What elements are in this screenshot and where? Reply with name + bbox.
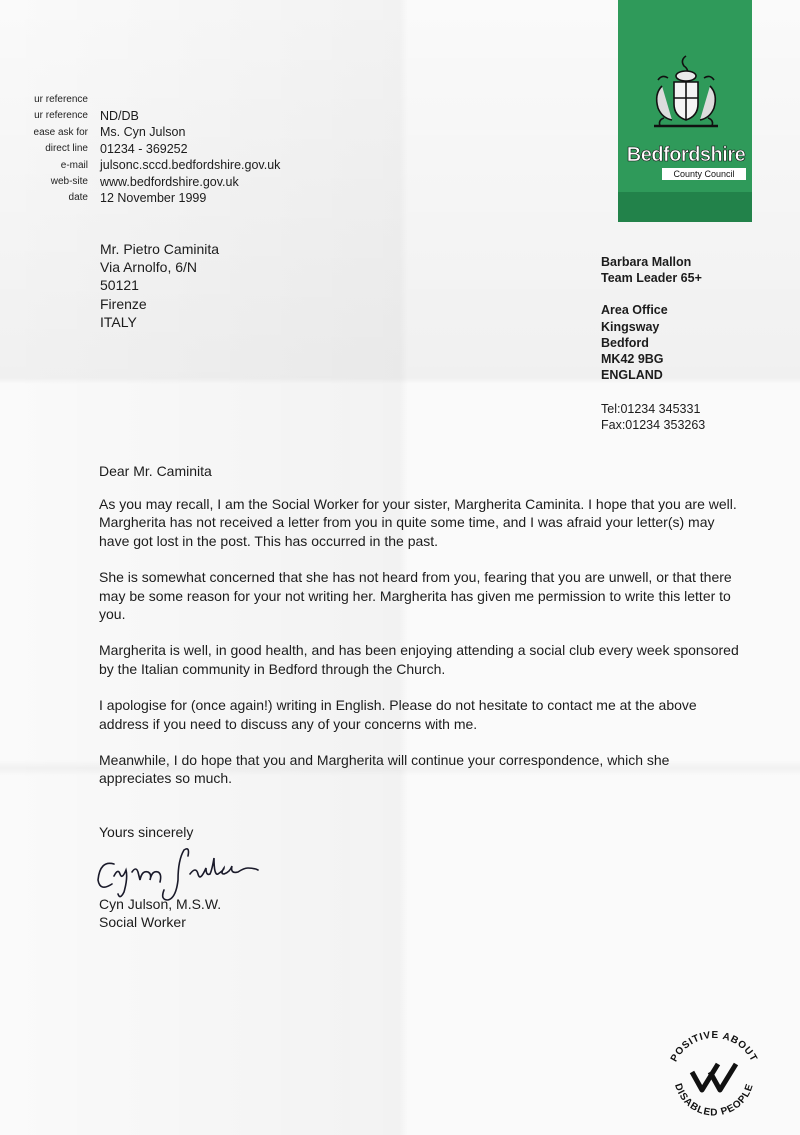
letter-paragraph: As you may recall, I am the Social Worker for your sister, Margherita Caminita. I hope that you are well. Margherita has not received a letter from you in quite some time, and I was afraid your letter(s) may have got lost in the post. This has occurred in the past. [99,496,737,549]
letter-paragraph: She is somewhat concerned that she has not heard from you, fearing that you are unwell, or that there may be some reason for your not writing her. Margherita has given me permission to write this letter to you. [99,569,732,622]
letter-paragraph: Margherita is well, in good health, and has been enjoying attending a social club every week sponsored by the Italian community in Bedford through the Church. [99,642,739,677]
signatory-name: Cyn Julson, M.S.W. [99,896,222,912]
sender-address-line: Area Office [601,303,668,318]
ref-value-reference: ND/DB [100,109,139,123]
recipient-line: ITALY [100,313,137,330]
sender-address-line: ENGLAND [601,368,663,383]
coat-of-arms-crest-icon [648,52,724,132]
ref-label: web-site [50,176,88,188]
ref-value-contact: Ms. Cyn Julson [100,125,186,140]
two-ticks-icon [692,1064,736,1090]
ref-label: direct line [45,143,88,155]
reference-labels [0,92,88,207]
ref-label: ease ask for [33,126,88,138]
ref-value-direct-line: 01234 - 369252 [100,141,188,156]
sender-address-line: MK42 9BG [601,352,664,367]
sender-contact [601,401,705,433]
recipient-line: Via Arnolfo, 6/N [100,259,198,276]
ref-label: date [68,192,88,204]
ref-value-email: julsonc.sccd.bedfordshire.gov.uk [100,158,281,173]
recipient-line: Mr. Pietro Caminita [100,241,220,257]
svg-text:POSITIVE ABOUT: POSITIVE ABOUT [668,1029,760,1064]
logo-subtitle: County Council [662,168,746,180]
recipient-line: 50121 [100,277,139,294]
svg-text:DISABLED PEOPLE: DISABLED PEOPLE [672,1082,756,1119]
sender-address-line: Kingsway [601,319,660,334]
signatory-role: Social Worker [99,914,186,930]
ref-label: ur reference [34,94,88,105]
sender-name: Barbara Mallon [601,255,692,269]
sender-title: Team Leader 65+ [601,271,702,286]
sender-tel: Tel:01234 345331 [601,402,701,416]
letter-body [99,462,739,806]
logo-band [618,192,752,222]
sender-address-line: Bedford [601,335,649,350]
logo-title: Bedfordshire [626,144,746,166]
sender-block [601,254,702,383]
reference-values [100,108,280,206]
ref-label: e-mail [60,159,88,171]
ref-value-website: www.bedfordshire.gov.uk [100,174,239,189]
letter-paragraph: Meanwhile, I do hope that you and Margherita will continue your correspondence, which she appreciates so much. [99,752,670,787]
closing: Yours sincerely [99,824,194,840]
council-logo [618,0,752,222]
salutation: Dear Mr. Caminita [99,463,212,479]
sender-fax: Fax:01234 353263 [601,418,706,433]
recipient-address [100,240,219,331]
positive-about-disabled-people-badge [658,1022,770,1134]
ref-label: ur reference [34,110,88,122]
ref-value-date: 12 November 1999 [100,191,207,206]
letter-paragraph: I apologise for (once again!) writing in English. Please do not hesitate to contact me at the above address if you need to discuss any of your concerns with me. [99,697,697,732]
recipient-line: Firenze [100,295,147,312]
